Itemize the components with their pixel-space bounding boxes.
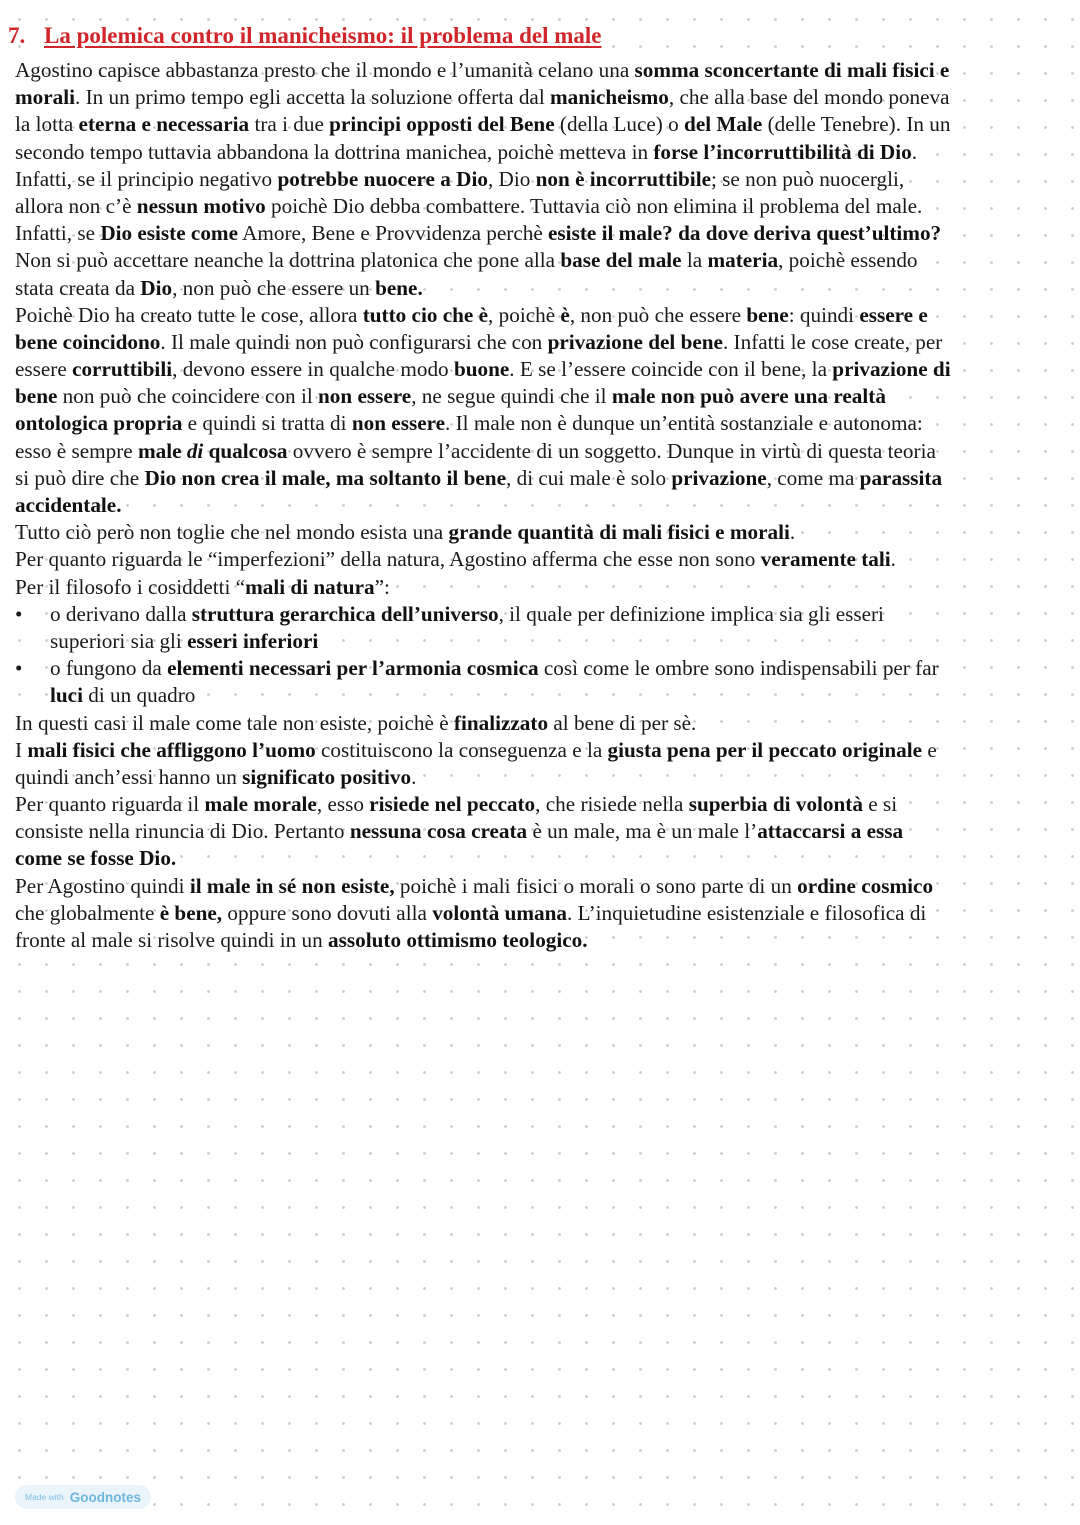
bold-text: struttura gerarchica dell’universo	[191, 601, 499, 626]
text-span: Per il filosofo i cosiddetti “	[15, 574, 246, 599]
bold-text: forse l’incorruttibilità di Dio	[653, 139, 912, 164]
section-title: La polemica contro il manicheismo: il problema del male	[44, 23, 602, 48]
text-span: consiste nella rinuncia di Dio. Pertanto	[15, 819, 350, 844]
text-span: al bene di per sè.	[548, 710, 697, 735]
text-line	[15, 302, 1070, 329]
text-line	[15, 927, 1070, 954]
bold-text: bene.	[375, 275, 423, 300]
bold-text: esseri inferiori	[187, 628, 319, 653]
bold-text: male	[137, 438, 187, 463]
text-span: o derivano dalla	[50, 601, 192, 626]
text-line	[15, 356, 1070, 383]
text-span: Infatti, se	[15, 221, 101, 246]
bold-text: manicheismo	[550, 85, 669, 110]
text-span: o fungono da	[50, 656, 168, 681]
text-span: Per quanto riguarda le “imperfezioni” della natura, Agostino afferma che esse non sono	[15, 547, 761, 572]
text-span: stata creata da	[15, 275, 141, 300]
bold-text: nessun motivo	[136, 193, 266, 218]
text-span: così come le ombre sono indispensabili per far	[538, 656, 939, 681]
text-span: , che alla base del mondo poneva	[668, 85, 950, 110]
bold-text: ontologica propria	[15, 411, 183, 436]
text-span: , di cui male è solo	[506, 465, 672, 490]
bold-text: bene	[15, 384, 58, 409]
bold-text: elementi necessari per l’armonia cosmica	[167, 656, 539, 681]
text-span: essere	[15, 357, 73, 382]
goodnotes-badge[interactable]	[15, 1485, 151, 1509]
bold-text: luci	[50, 683, 83, 708]
bold-text: non essere	[318, 384, 412, 409]
text-span: costituiscono la conseguenza e la	[315, 737, 608, 762]
text-span: Amore, Bene e Provvidenza perchè	[237, 221, 549, 246]
bold-text: è bene,	[159, 900, 223, 925]
bullet-item	[15, 601, 1070, 628]
text-span: . L’inquietudine esistenziale e filosofica di	[567, 900, 927, 925]
text-span: , poichè essendo	[778, 248, 918, 273]
text-span: , che risiede nella	[535, 792, 689, 817]
bold-text: Dio	[140, 275, 173, 300]
text-line	[15, 166, 1070, 193]
text-span: , devono essere in qualche modo	[172, 357, 454, 382]
text-span: esso è sempre	[15, 438, 138, 463]
bold-text: assoluto ottimismo teologico.	[328, 928, 588, 952]
bold-text: grande quantità di mali fisici e morali	[448, 520, 790, 545]
text-span: , Dio	[487, 166, 536, 191]
section-heading	[8, 22, 602, 50]
text-span: Per quanto riguarda il	[15, 792, 205, 817]
bold-text: non essere	[351, 411, 446, 436]
text-span: (della Luce) o	[554, 112, 685, 137]
bold-text: male non può avere una realtà	[611, 384, 886, 409]
text-span: .	[911, 139, 917, 164]
bold-text: somma sconcertante di mali fisici e	[634, 58, 950, 82]
text-span: Infatti, se il principio negativo	[15, 166, 278, 191]
text-line	[15, 275, 1070, 302]
text-line	[15, 438, 1070, 465]
text-span: , ne segue quindi che il	[411, 384, 612, 409]
body-text	[15, 57, 1070, 954]
text-span: , poichè	[488, 302, 561, 327]
bullet-glyph: •	[15, 656, 23, 681]
text-span: Per Agostino quindi	[15, 873, 190, 898]
text-line	[15, 845, 1070, 872]
text-line	[15, 546, 1070, 573]
text-span: ovvero è sempre l’accidente di un soggetto. Dunque in virtù di questa teoria	[287, 438, 936, 463]
text-span: e	[922, 737, 937, 762]
text-span: superiori sia gli	[50, 628, 188, 653]
text-line	[15, 900, 1070, 927]
bold-text: non è incorruttibile	[535, 166, 711, 191]
text-span: che globalmente	[15, 900, 160, 925]
bold-text: morali	[15, 85, 76, 110]
bullet-item	[15, 655, 1070, 682]
text-span: poichè i mali fisici o morali o sono parte di un	[394, 873, 798, 898]
bold-text: come se fosse Dio.	[15, 846, 177, 871]
bold-text: del Male	[684, 112, 763, 137]
text-span: , non può che essere un	[172, 275, 376, 300]
text-span: la	[681, 248, 708, 273]
text-span: . Il male quindi non può configurarsi che con	[160, 329, 548, 354]
bold-text: base del male	[560, 248, 682, 273]
text-span: . Il male non è dunque un’entità sostanziale e autonoma:	[445, 411, 923, 436]
bold-text	[187, 439, 203, 463]
bold-text: bene coincidono	[15, 329, 161, 354]
bold-text: mali di natura	[245, 574, 375, 599]
section-number: 7.	[8, 23, 26, 48]
text-span: . Infatti le cose create, per	[722, 329, 943, 354]
text-span: (delle Tenebre). In un	[762, 112, 951, 137]
bold-text: potrebbe nuocere a Dio	[277, 166, 488, 191]
text-line	[15, 737, 1070, 764]
text-span: , come ma	[766, 465, 860, 490]
text-span: , esso	[316, 792, 370, 817]
text-span: ”:	[374, 574, 390, 599]
bold-text: male morale	[204, 792, 317, 817]
bold-text: mali fisici che affliggono l’uomo	[27, 737, 316, 762]
text-line	[15, 247, 1070, 274]
bold-text: parassita	[859, 465, 943, 490]
text-span: oppure sono dovuti alla	[222, 900, 433, 925]
bold-text: bene	[746, 302, 789, 327]
text-line	[15, 193, 1070, 220]
text-span: .	[890, 547, 896, 572]
bold-text: principi opposti del Bene	[329, 112, 555, 137]
bold-text: privazione del bene	[547, 329, 723, 354]
text-span: e quindi si tratta di	[182, 411, 352, 436]
text-line	[15, 220, 1070, 247]
text-span: , non può che essere	[569, 302, 747, 327]
text-span: : quindi	[788, 302, 860, 327]
bold-text: significato positivo	[242, 764, 412, 789]
goodnotes-logo: Goodnotes	[69, 1489, 141, 1505]
bold-text: corruttibili	[72, 357, 173, 382]
text-span: . E se l’essere coincide con il bene, la	[509, 357, 833, 382]
text-line	[15, 710, 1070, 737]
text-line	[15, 57, 1070, 84]
text-line	[15, 329, 1070, 356]
text-span: .	[411, 764, 417, 789]
text-span: poichè Dio debba combattere. Tuttavia ciò non elimina il problema del male.	[265, 193, 923, 218]
text-span: quindi anch’essi hanno un	[15, 764, 243, 789]
bold-text: eterna e necessaria	[78, 112, 250, 137]
text-span: di un quadro	[82, 683, 196, 708]
text-span: tra i due	[249, 112, 330, 137]
bullet-item-continuation	[15, 628, 1070, 655]
text-span: I	[15, 737, 28, 762]
text-line	[15, 818, 1070, 845]
bold-text: volontà umana	[432, 900, 567, 925]
text-span: In questi casi il male come tale non esiste, poichè è	[15, 710, 454, 735]
bold-text: finalizzato	[453, 710, 549, 735]
bold-text: tutto cio che è	[362, 302, 489, 327]
bold-text: superbia di volontà	[688, 792, 863, 817]
text-line	[15, 383, 1070, 410]
text-line	[15, 84, 1070, 111]
bold-text: risiede nel peccato	[369, 792, 536, 817]
text-span: secondo tempo tuttavia abbandona la dottrina manichea, poichè metteva in	[15, 139, 654, 164]
text-line	[15, 873, 1070, 900]
text-line	[15, 492, 1070, 519]
text-line	[15, 574, 1070, 601]
bold-text: giusta pena per il peccato originale	[607, 737, 923, 762]
bullet-item-continuation	[15, 682, 1070, 709]
text-line	[15, 139, 1070, 166]
text-line	[15, 410, 1070, 437]
text-span: allora non c’è	[15, 193, 137, 218]
text-line	[15, 519, 1070, 546]
bold-text: il male in sé non esiste,	[189, 873, 395, 898]
text-line	[15, 764, 1070, 791]
text-span: .	[789, 520, 796, 545]
text-span: non può che coincidere con il	[57, 384, 319, 409]
bold-text: Dio non crea il male, ma soltanto il bene	[144, 465, 506, 490]
text-span: Tutto ciò però non toglie che nel mondo esista una	[15, 520, 449, 545]
bold-text: essere e	[859, 302, 928, 327]
bold-text: Dio esiste come	[100, 221, 238, 246]
text-span: , il quale per definizione implica sia gli esseri	[498, 601, 884, 626]
bold-text: materia	[707, 248, 779, 273]
bold-text: qualcosa	[203, 438, 288, 463]
bold-text: privazione di	[832, 357, 951, 382]
text-span: la lotta	[15, 112, 79, 137]
bold-text: nessuna cosa creata	[349, 819, 528, 844]
text-span: Poichè Dio ha creato tutte le cose, allora	[15, 302, 363, 327]
bold-text: esiste il male? da dove deriva quest’ultimo?	[548, 221, 942, 246]
emphasis-text: di	[186, 438, 204, 463]
text-span: . In un primo tempo egli accetta la soluzione offerta dal	[75, 85, 550, 110]
bold-text: attaccarsi a essa	[757, 819, 904, 844]
badge-made-with: Made with	[25, 1492, 64, 1502]
bullet-glyph: •	[15, 601, 23, 626]
bold-text: veramente tali	[760, 547, 891, 572]
bold-text: buone	[453, 357, 510, 382]
text-span: Agostino capisce abbastanza presto che il mondo e l’umanità celano una	[15, 58, 635, 82]
bold-text: ordine cosmico	[797, 873, 934, 898]
text-line	[15, 465, 1070, 492]
bold-text: privazione	[671, 465, 767, 490]
text-line	[15, 111, 1070, 138]
text-span: e si	[862, 792, 898, 817]
text-span: ; se non può nuocergli,	[711, 166, 905, 191]
text-span: si può dire che	[15, 465, 145, 490]
text-span: Non si può accettare neanche la dottrina platonica che pone alla	[15, 248, 561, 273]
bold-text: accidentale.	[15, 493, 122, 517]
bold-text: è	[560, 302, 570, 327]
text-line	[15, 791, 1070, 818]
text-span: è un male, ma è un male l’	[527, 819, 758, 844]
text-span: fronte al male si risolve quindi in un	[15, 928, 329, 952]
